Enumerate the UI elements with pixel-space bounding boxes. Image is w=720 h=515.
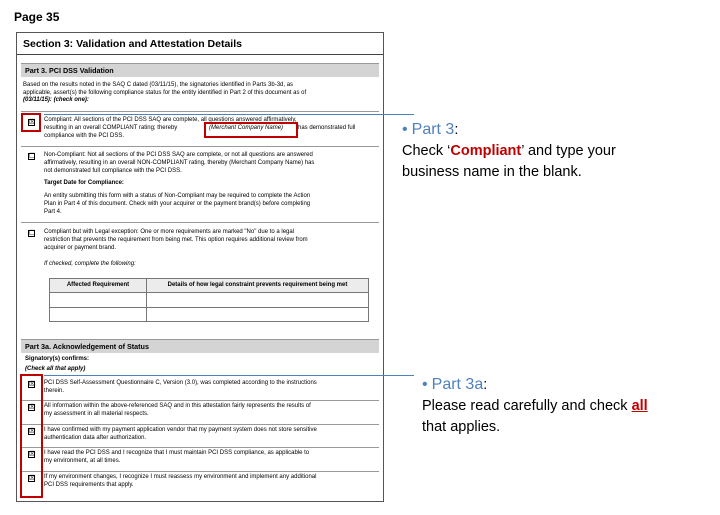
ack-item-3-line-2: authentication data after authorization. bbox=[44, 435, 147, 441]
part3a-callout bbox=[422, 374, 712, 438]
ack-item-4-line-2: my environment, at all times. bbox=[44, 458, 121, 464]
ack-checkbox-1[interactable]: ☒ bbox=[29, 381, 36, 388]
divider bbox=[21, 111, 379, 112]
merchant-name-field[interactable]: (Merchant Company Name) bbox=[209, 125, 284, 131]
col-affected-requirement: Affected Requirement bbox=[50, 279, 146, 293]
legal-exception-table bbox=[49, 278, 369, 322]
divider bbox=[21, 471, 379, 472]
ack-item-5-line-1: If my environment changes, I recognize I must reassess my environment and implement any additional bbox=[44, 474, 317, 480]
ack-item-1-line-2: therein. bbox=[44, 388, 65, 394]
part3-intro-line-1: Based on the results noted in the SAQ C dated (03/11/15), the signatories identified in Parts 3b-3d, as bbox=[23, 82, 294, 88]
table-divider bbox=[146, 279, 147, 321]
part3-callout-text-b: ’ and type your bbox=[521, 143, 616, 159]
check-all-label: (Check all that apply) bbox=[25, 366, 86, 372]
non-compliant-line-1: Non-Compliant: Not all sections of the PCI DSS SAQ are complete, or not all questions are answered bbox=[44, 152, 313, 158]
part3-callout-line bbox=[44, 114, 414, 115]
ack-item-1-line-1: PCI DSS Self-Assessment Questionnaire C, Version (3.0), was completed according to the instructions bbox=[44, 380, 317, 386]
part3-intro-line-3: (03/11/15): (check one): bbox=[23, 97, 89, 104]
ack-item-2-line-1: All information within the above-referenced SAQ and in this attestation fairly represents the results of bbox=[44, 403, 311, 409]
part3a-callout-text-a: Please read carefully and check bbox=[422, 398, 632, 414]
colon: : bbox=[454, 122, 459, 138]
legal-exception-instruction: If checked, complete the following: bbox=[44, 261, 136, 267]
ack-item-2-line-2: my assessment in all material respects. bbox=[44, 411, 149, 417]
divider bbox=[21, 146, 379, 147]
bullet: • bbox=[402, 121, 408, 138]
title-divider bbox=[17, 54, 383, 55]
part3-callout-heading: Part 3 bbox=[411, 121, 455, 138]
compliant-line-1: Compliant: All sections of the PCI DSS SAQ are complete, all questions answered affirmatively, bbox=[44, 117, 297, 123]
ack-checkbox-3[interactable]: ☒ bbox=[29, 428, 36, 435]
non-compliant-line-3: not demonstrated full compliance with the PCI DSS. bbox=[44, 168, 182, 174]
page-label: Page 35 bbox=[14, 10, 60, 24]
compliant-checkbox-highlight bbox=[21, 113, 41, 132]
divider bbox=[21, 222, 379, 223]
target-date-label: Target Date for Compliance: bbox=[44, 180, 124, 186]
compliant-line-3: compliance with the PCI DSS. bbox=[44, 133, 125, 139]
legal-exception-line-3: acquirer or payment brand. bbox=[44, 245, 117, 251]
col-details: Details of how legal constraint prevents requirement being met bbox=[147, 279, 368, 293]
legal-exception-line-2: restriction that prevents the requirement from being met. This option requires additional review from bbox=[44, 237, 308, 243]
part3-intro-line-2: applicable, assert(s) the following compliance status for the entity identified in Part 2 of this document as of bbox=[23, 89, 307, 96]
part3-header: Part 3. PCI DSS Validation bbox=[21, 63, 379, 77]
divider bbox=[21, 424, 379, 425]
divider bbox=[21, 447, 379, 448]
non-compliant-checkbox[interactable]: ☐ bbox=[29, 153, 36, 160]
ack-checkboxes-highlight bbox=[20, 374, 43, 498]
compliant-checkbox[interactable]: ☒ bbox=[29, 119, 36, 126]
ack-checkbox-5[interactable]: ☒ bbox=[29, 475, 36, 482]
part3a-callout-line bbox=[44, 375, 414, 376]
legal-exception-line-1: Compliant but with Legal exception: One or more requirements are marked "No" due to a legal bbox=[44, 229, 295, 235]
legal-exception-checkbox[interactable]: ☐ bbox=[29, 230, 36, 237]
part3-callout-text-a: Check ‘ bbox=[402, 143, 451, 159]
non-compliant-note-2: Plan in Part 4 of this document. Check with your acquirer or the payment brand(s) before completing bbox=[44, 201, 311, 207]
part3-callout-text-c: business name in the blank. bbox=[402, 164, 582, 180]
part3a-header: Part 3a. Acknowledgement of Status bbox=[21, 339, 379, 353]
ack-checkbox-2[interactable]: ☒ bbox=[29, 404, 36, 411]
pci-document bbox=[16, 32, 384, 502]
merchant-name-highlight bbox=[204, 122, 298, 138]
ack-checkbox-4[interactable]: ☒ bbox=[29, 451, 36, 458]
part3-callout bbox=[402, 119, 702, 183]
compliant-line-2b: has demonstrated full bbox=[298, 125, 356, 131]
compliant-line-2a: resulting in an overall COMPLIANT rating; thereby bbox=[44, 125, 178, 131]
signatory-label: Signatory(s) confirms: bbox=[25, 356, 90, 362]
non-compliant-line-2: affirmatively, resulting in an overall NON-COMPLIANT rating, thereby (Merchant Company Name) has bbox=[44, 160, 315, 166]
table-row-divider bbox=[50, 307, 368, 308]
bullet: • bbox=[422, 376, 428, 393]
divider bbox=[21, 400, 379, 401]
compliant-highlight-text: Compliant bbox=[450, 143, 522, 159]
ack-item-3-line-1: I have confirmed with my payment application vendor that my payment system does not store sensitive bbox=[44, 427, 317, 433]
ack-item-4-line-1: I have read the PCI DSS and I recognize that I must maintain PCI DSS compliance, as applicable to bbox=[44, 450, 310, 456]
all-highlight-text: all bbox=[631, 398, 648, 414]
non-compliant-note-3: Part 4. bbox=[44, 209, 62, 215]
section-title: Section 3: Validation and Attestation Details bbox=[23, 38, 242, 50]
part3a-callout-text-b: that applies. bbox=[422, 419, 501, 435]
non-compliant-note-1: An entity submitting this form with a status of Non-Compliant may be required to complete the Action bbox=[44, 193, 311, 199]
colon: : bbox=[483, 377, 488, 393]
part3a-callout-heading: Part 3a bbox=[431, 376, 484, 393]
ack-item-5-line-2: PCI DSS requirements that apply. bbox=[44, 482, 134, 488]
